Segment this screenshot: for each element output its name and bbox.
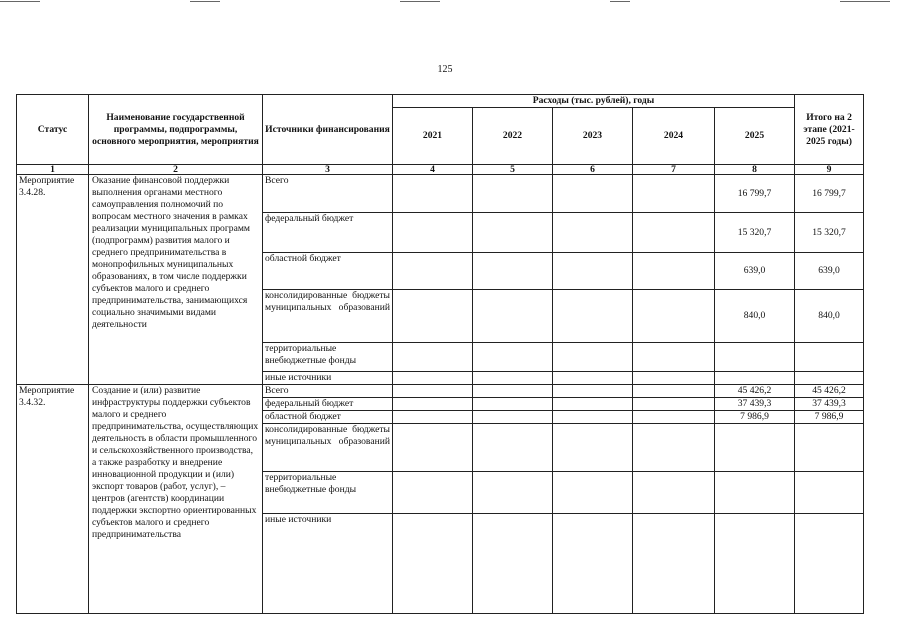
funding-source: консолидированные бюджеты муниципальных образований	[263, 424, 393, 472]
column-number: 7	[633, 165, 715, 175]
value-2025: 7 986,9	[715, 411, 795, 424]
value-total	[795, 372, 864, 385]
value-total: 15 320,7	[795, 213, 864, 253]
funding-source: консолидированные бюджеты муниципальных образований	[263, 290, 393, 343]
header-name: Наименование государственной программы, подпрограммы, основного мероприятия, мероприятия	[89, 95, 263, 165]
value-total	[795, 472, 864, 514]
column-number: 3	[263, 165, 393, 175]
header-year-2024: 2024	[633, 108, 715, 165]
header-expenses: Расходы (тыс. рублей), годы	[393, 95, 795, 108]
header-status: Статус	[17, 95, 89, 165]
value-2025: 840,0	[715, 290, 795, 343]
scan-top-edge	[0, 0, 905, 6]
value-total: 639,0	[795, 253, 864, 290]
header-total: Итого на 2 этапе (2021-2025 годы)	[795, 95, 864, 165]
value-total	[795, 514, 864, 614]
funding-source: областной бюджет	[263, 253, 393, 290]
column-number: 2	[89, 165, 263, 175]
header-year-2021: 2021	[393, 108, 473, 165]
column-number: 6	[553, 165, 633, 175]
section-status: Мероприятие 3.4.28.	[17, 175, 89, 385]
value-2025	[715, 514, 795, 614]
funding-source: Всего	[263, 385, 393, 398]
value-total: 7 986,9	[795, 411, 864, 424]
value-2025	[715, 343, 795, 372]
funding-source: иные источники	[263, 372, 393, 385]
value-total	[795, 424, 864, 472]
column-number: 1	[17, 165, 89, 175]
value-2025: 16 799,7	[715, 175, 795, 213]
column-number: 5	[473, 165, 553, 175]
section-description: Оказание финансовой поддержки выполнения органами местного самоуправления полномочий по вопросам местного значения в рамках реализации муниципальных программ (подпрограмм) развития малого и среднего предпринимательства в монопрофильных муниципальных образованиях, в том числе поддержки субъектов малого и среднего предпринимательства, занимающихся социально значимыми видами деятельности	[89, 175, 263, 385]
column-number: 8	[715, 165, 795, 175]
value-total	[795, 343, 864, 372]
value-total: 37 439,3	[795, 398, 864, 411]
funding-source: областной бюджет	[263, 411, 393, 424]
funding-source: федеральный бюджет	[263, 213, 393, 253]
value-total: 45 426,2	[795, 385, 864, 398]
header-source: Источники финансирования	[263, 95, 393, 165]
column-number: 9	[795, 165, 864, 175]
value-2025: 45 426,2	[715, 385, 795, 398]
value-total: 840,0	[795, 290, 864, 343]
section-description: Создание и (или) развитие инфраструктуры поддержки субъектов малого и среднего предпринимательства, осуществляющих деятельность в области промышленного и сельскохозяйственного производства, а также разработку и внедрение инновационной продукции и (или) экспорт товаров (работ, услуг), – центров (агентств) координации поддержки экспортно ориентированных субъектов малого и среднего предпринимательства	[89, 385, 263, 614]
value-2025	[715, 472, 795, 514]
value-2025	[715, 372, 795, 385]
funding-source: иные источники	[263, 514, 393, 614]
expenses-table	[16, 94, 864, 614]
value-total: 16 799,7	[795, 175, 864, 213]
value-2025	[715, 424, 795, 472]
header-year-2025: 2025	[715, 108, 795, 165]
value-2025: 639,0	[715, 253, 795, 290]
page-number: 125	[437, 64, 453, 75]
funding-source: Всего	[263, 175, 393, 213]
funding-source: территориальные внебюджетные фонды	[263, 343, 393, 372]
section-status: Мероприятие 3.4.32.	[17, 385, 89, 614]
value-2025: 15 320,7	[715, 213, 795, 253]
header-year-2022: 2022	[473, 108, 553, 165]
column-number: 4	[393, 165, 473, 175]
funding-source: федеральный бюджет	[263, 398, 393, 411]
value-2025: 37 439,3	[715, 398, 795, 411]
header-year-2023: 2023	[553, 108, 633, 165]
funding-source: территориальные внебюджетные фонды	[263, 472, 393, 514]
